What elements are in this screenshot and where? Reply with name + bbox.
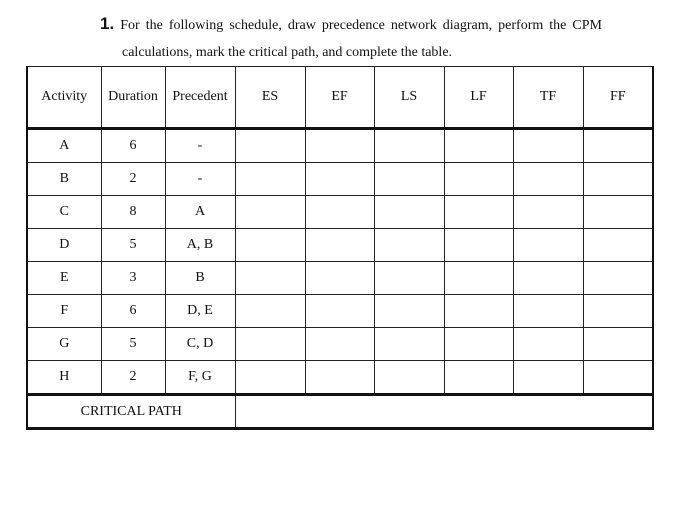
lf-cell[interactable] [444,163,513,196]
es-cell[interactable] [235,361,305,395]
duration-cell: 6 [101,129,165,163]
table-row [27,295,653,328]
tf-cell[interactable] [513,196,583,229]
ls-cell[interactable] [374,163,444,196]
ls-cell[interactable] [374,262,444,295]
tf-cell[interactable] [513,262,583,295]
cpm-table [26,66,654,430]
table-header-row [27,67,653,129]
ff-cell[interactable] [583,328,653,361]
critical-path-answer-cell[interactable] [235,395,653,429]
precedent-cell: F, G [165,361,235,395]
lf-cell[interactable] [444,328,513,361]
ef-cell[interactable] [305,196,374,229]
precedent-cell: A [165,196,235,229]
table-row [27,196,653,229]
tf-cell[interactable] [513,163,583,196]
ef-cell[interactable] [305,163,374,196]
table-row [27,129,653,163]
question-line-1-text: For the following schedule, draw precedence network diagram, perform the CPM [120,18,603,33]
activity-cell: C [27,196,101,229]
activity-cell: H [27,361,101,395]
duration-cell: 8 [101,196,165,229]
precedent-cell: - [165,129,235,163]
precedent-cell: B [165,262,235,295]
ef-cell[interactable] [305,262,374,295]
ff-cell[interactable] [583,196,653,229]
es-cell[interactable] [235,196,305,229]
duration-cell: 3 [101,262,165,295]
es-cell[interactable] [235,295,305,328]
ls-cell[interactable] [374,229,444,262]
lf-cell[interactable] [444,361,513,395]
ff-cell[interactable] [583,295,653,328]
lf-cell[interactable] [444,262,513,295]
es-cell[interactable] [235,229,305,262]
ls-cell[interactable] [374,328,444,361]
duration-cell: 5 [101,229,165,262]
ls-cell[interactable] [374,196,444,229]
ef-cell[interactable] [305,361,374,395]
table-row [27,163,653,196]
tf-cell[interactable] [513,361,583,395]
precedent-cell: A, B [165,229,235,262]
question-line-2: calculations, mark the critical path, and complete the table. [122,45,453,60]
activity-cell: G [27,328,101,361]
ef-cell[interactable] [305,229,374,262]
header-activity: Activity [27,67,101,129]
ls-cell[interactable] [374,295,444,328]
ls-cell[interactable] [374,129,444,163]
precedent-cell: D, E [165,295,235,328]
duration-cell: 2 [101,163,165,196]
activity-cell: D [27,229,101,262]
question-line-1 [100,10,602,39]
header-es: ES [235,67,305,129]
ff-cell[interactable] [583,129,653,163]
duration-cell: 6 [101,295,165,328]
es-cell[interactable] [235,262,305,295]
table-row [27,262,653,295]
activity-cell: B [27,163,101,196]
precedent-cell: C, D [165,328,235,361]
header-ls: LS [374,67,444,129]
question-text [100,10,602,66]
ls-cell[interactable] [374,361,444,395]
lf-cell[interactable] [444,129,513,163]
tf-cell[interactable] [513,328,583,361]
question-number: 1. [100,14,115,33]
ff-cell[interactable] [583,229,653,262]
critical-path-row [27,395,653,429]
es-cell[interactable] [235,129,305,163]
es-cell[interactable] [235,328,305,361]
ff-cell[interactable] [583,262,653,295]
activity-cell: A [27,129,101,163]
ef-cell[interactable] [305,328,374,361]
critical-path-label: CRITICAL PATH [27,395,235,429]
header-precedent: Precedent [165,67,235,129]
tf-cell[interactable] [513,129,583,163]
duration-cell: 5 [101,328,165,361]
tf-cell[interactable] [513,295,583,328]
ef-cell[interactable] [305,129,374,163]
header-ff: FF [583,67,653,129]
header-ef: EF [305,67,374,129]
es-cell[interactable] [235,163,305,196]
duration-cell: 2 [101,361,165,395]
ff-cell[interactable] [583,361,653,395]
ff-cell[interactable] [583,163,653,196]
header-lf: LF [444,67,513,129]
table-row [27,361,653,395]
tf-cell[interactable] [513,229,583,262]
activity-cell: E [27,262,101,295]
ef-cell[interactable] [305,295,374,328]
precedent-cell: - [165,163,235,196]
header-duration: Duration [101,67,165,129]
lf-cell[interactable] [444,229,513,262]
lf-cell[interactable] [444,196,513,229]
lf-cell[interactable] [444,295,513,328]
table-row [27,328,653,361]
table-row [27,229,653,262]
activity-cell: F [27,295,101,328]
header-tf: TF [513,67,583,129]
